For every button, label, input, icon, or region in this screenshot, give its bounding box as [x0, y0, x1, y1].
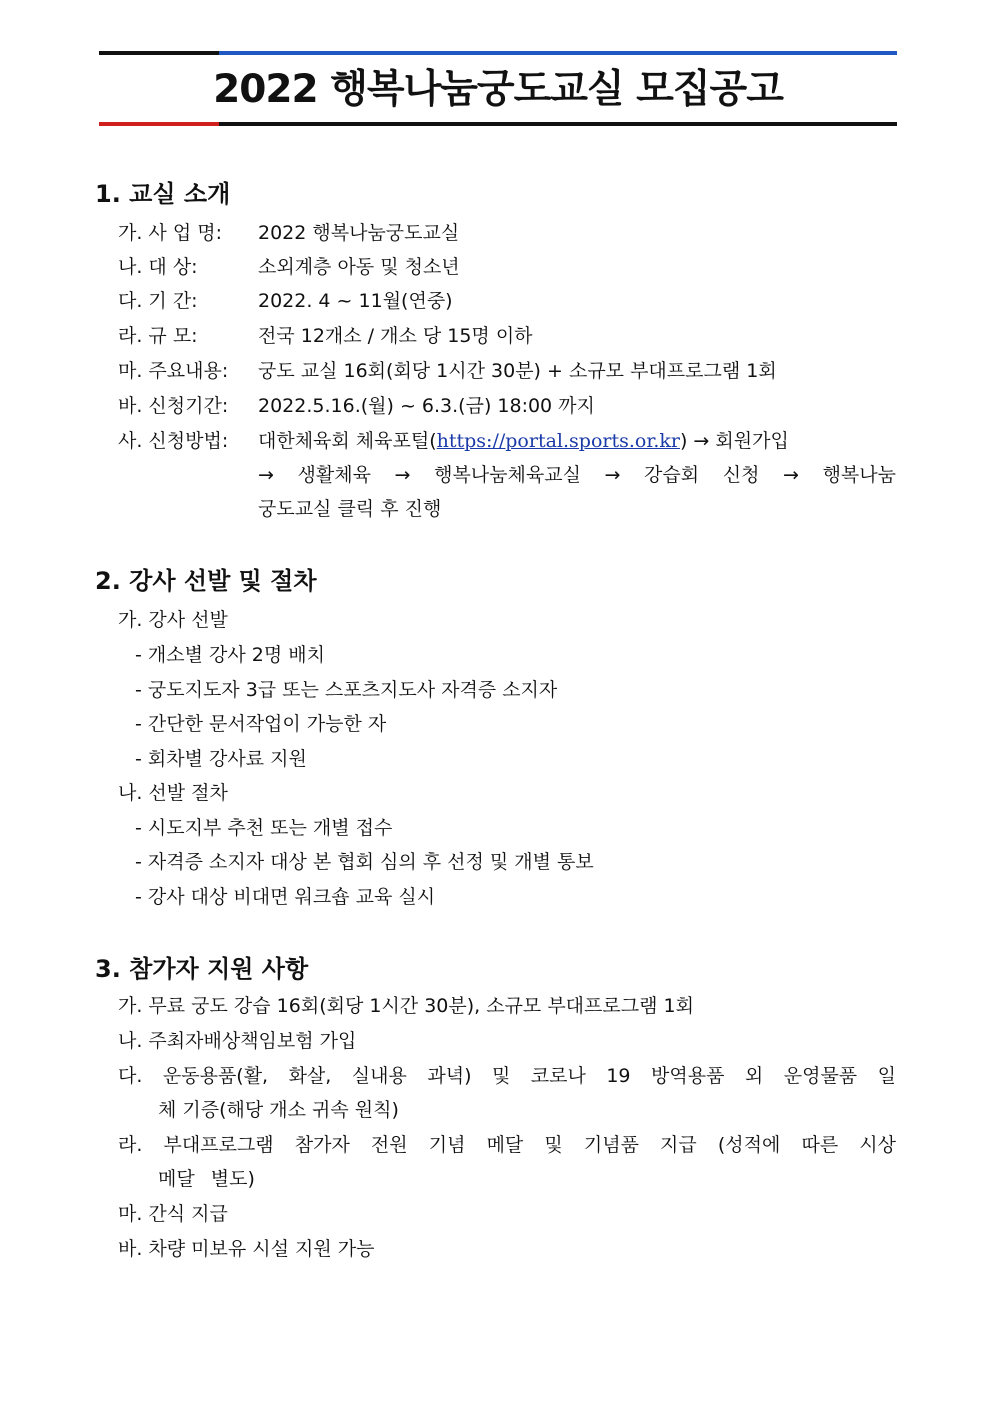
apply-method-row [118, 427, 789, 455]
list-item: - 시도지부 추천 또는 개별 접수 [135, 817, 393, 839]
selection-procedure-subheading: 나. 선발 절차 [118, 782, 228, 804]
title-rule-top-blue [219, 51, 897, 55]
intro-value: 소외계층 아동 및 청소년 [258, 256, 460, 278]
intro-value: 궁도 교실 16회(회당 1시간 30분) + 소규모 부대프로그램 1회 [258, 360, 777, 382]
section-3-heading: 3. 참가자 지원 사항 [95, 955, 309, 983]
intro-item-apply-period [118, 392, 595, 420]
intro-value: 2022. 4 ~ 11월(연중) [258, 290, 453, 312]
apply-method-label: 사. 신청방법: [118, 430, 229, 452]
portal-link[interactable]: https://portal.sports.or.kr [436, 430, 680, 452]
support-item: 가. 무료 궁도 강습 16회(회당 1시간 30분), 소규모 부대프로그램 1회 [118, 995, 694, 1017]
intro-item-target [118, 253, 460, 281]
intro-label: 다. 기 간: [118, 290, 198, 312]
intro-item-period [118, 287, 453, 315]
section-2-heading: 2. 강사 선발 및 절차 [95, 567, 317, 595]
list-item: - 간단한 문서작업이 가능한 자 [135, 713, 387, 735]
apply-method-line2: → 생활체육 → 행복나눔체육교실 → 강습회 신청 → 행복나눔 [258, 464, 896, 486]
support-item: 마. 간식 지급 [118, 1203, 228, 1225]
intro-label: 라. 규 모: [118, 325, 198, 347]
intro-item-scale [118, 322, 533, 350]
list-item: - 자격증 소지자 대상 본 협회 심의 후 선정 및 개별 통보 [135, 851, 594, 873]
intro-item-content [118, 357, 777, 385]
support-item: 라. 부대프로그램 참가자 전원 기념 메달 및 기념품 지급 (성적에 따른 시상 [118, 1134, 896, 1156]
intro-label: 바. 신청기간: [118, 395, 229, 417]
intro-item-name [118, 219, 459, 247]
list-item: - 강사 대상 비대면 워크숍 교육 실시 [135, 886, 436, 908]
instructor-selection-subheading: 가. 강사 선발 [118, 609, 228, 631]
title-rule-bottom-black [219, 122, 897, 126]
intro-value: 2022 행복나눔궁도교실 [258, 222, 460, 244]
list-item: - 개소별 강사 2명 배치 [135, 644, 325, 666]
page-title: 2022 행복나눔궁도교실 모집공고 [213, 67, 783, 112]
list-item: - 회차별 강사료 지원 [135, 748, 307, 770]
support-item: 바. 차량 미보유 시설 지원 가능 [118, 1238, 375, 1260]
title-rule-bottom-red [99, 122, 219, 126]
list-item: - 궁도지도자 3급 또는 스포츠지도사 자격증 소지자 [135, 679, 558, 701]
support-item: 나. 주최자배상책임보험 가입 [118, 1030, 357, 1052]
support-item-continued: 메달 별도) [158, 1168, 255, 1190]
title-rule-top-black [99, 51, 219, 55]
apply-method-line3: 궁도교실 클릭 후 진행 [258, 498, 442, 520]
intro-value: 2022.5.16.(월) ~ 6.3.(금) 18:00 까지 [258, 395, 595, 417]
intro-value: 전국 12개소 / 개소 당 15명 이하 [258, 325, 533, 347]
intro-label: 가. 사 업 명: [118, 222, 222, 244]
apply-method-prefix: 대한체육회 체육포털( [258, 430, 437, 452]
support-item-continued: 체 기증(해당 개소 귀속 원칙) [158, 1099, 399, 1121]
section-1-heading: 1. 교실 소개 [95, 180, 231, 208]
support-item: 다. 운동용품(활, 화살, 실내용 과녁) 및 코로나 19 방역용품 외 운영물품 일 [118, 1065, 896, 1087]
apply-method-suffix: ) → 회원가입 [679, 430, 789, 452]
intro-label: 나. 대 상: [118, 256, 198, 278]
intro-label: 마. 주요내용: [118, 360, 229, 382]
